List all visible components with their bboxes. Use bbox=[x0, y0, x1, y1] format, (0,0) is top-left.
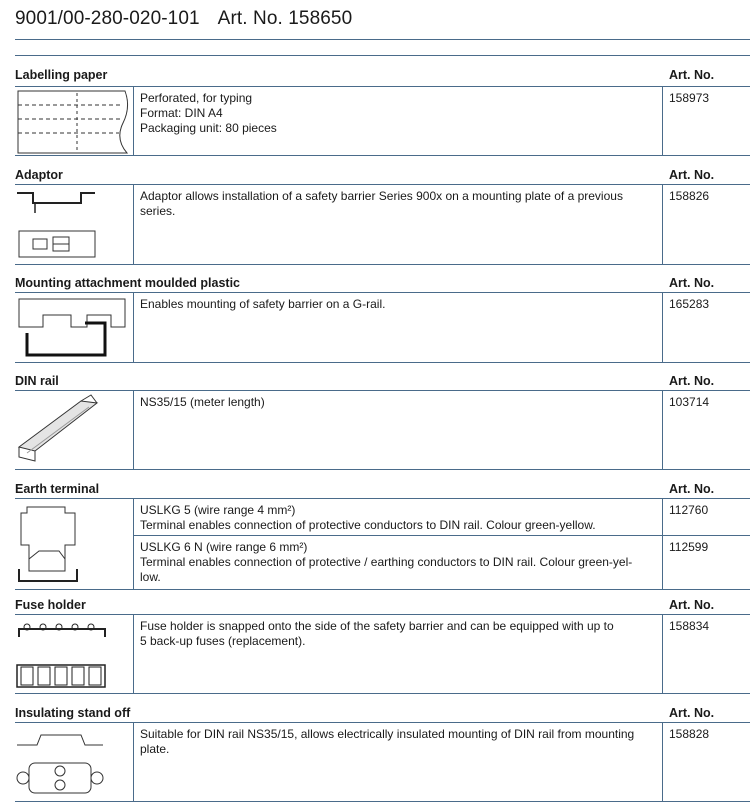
art-number: 112760 bbox=[669, 503, 709, 517]
list-item bbox=[134, 185, 750, 264]
fuse-holder-icon bbox=[15, 615, 134, 693]
description: NS35/15 (meter length) bbox=[140, 395, 265, 409]
art-number: 158973 bbox=[669, 91, 710, 105]
section-title: Mounting attachment moulded plastic bbox=[15, 276, 241, 290]
section-title: Insulating stand off bbox=[15, 706, 131, 720]
art-no-header: Art. No. bbox=[669, 706, 715, 720]
list-item bbox=[134, 499, 750, 535]
art-no-header: Art. No. bbox=[669, 598, 715, 612]
list-item bbox=[134, 87, 750, 155]
din-rail-icon bbox=[15, 391, 134, 469]
section-title: DIN rail bbox=[15, 374, 59, 388]
section-title: Fuse holder bbox=[15, 598, 86, 612]
header-divider bbox=[15, 39, 750, 40]
art-no-header: Art. No. bbox=[669, 68, 715, 82]
art-number: 158826 bbox=[669, 189, 710, 203]
art-number: 103714 bbox=[669, 395, 710, 409]
page-title bbox=[15, 8, 352, 30]
adaptor-icon bbox=[15, 185, 134, 264]
list-item bbox=[134, 615, 750, 693]
list-item bbox=[134, 391, 750, 469]
section-title: Adaptor bbox=[15, 168, 63, 182]
description: Enables mounting of safety barrier on a G-rail. bbox=[140, 297, 386, 311]
description: USLKG 6 N (wire range 6 mm²) Terminal enables connection of protective / earthing conductors to DIN rail. Colour green-yel- low. bbox=[140, 540, 633, 584]
description: Perforated, for typing Format: DIN A4 Packaging unit: 80 pieces bbox=[140, 91, 277, 135]
list-item bbox=[134, 723, 750, 801]
header-divider-2 bbox=[15, 55, 750, 56]
labelling-paper-icon bbox=[15, 87, 134, 155]
description: Adaptor allows installation of a safety barrier Series 900x on a mounting plate of a previous series. bbox=[140, 189, 623, 218]
art-number: 112599 bbox=[669, 540, 709, 554]
art-no-header: Art. No. bbox=[669, 168, 715, 182]
art-number: 165283 bbox=[669, 297, 710, 311]
model-number: 9001/00-280-020-101 bbox=[15, 8, 200, 29]
art-no-header: Art. No. bbox=[669, 276, 715, 290]
list-item bbox=[134, 293, 750, 362]
description: USLKG 5 (wire range 4 mm²) Terminal enables connection of protective conductors to DIN rail. Colour green-yellow. bbox=[140, 503, 596, 532]
article-number: Art. No. 158650 bbox=[217, 8, 353, 29]
art-number: 158828 bbox=[669, 727, 710, 741]
earth-terminal-icon bbox=[15, 499, 134, 589]
section-title: Earth terminal bbox=[15, 482, 100, 496]
art-no-header: Art. No. bbox=[669, 374, 715, 388]
list-item bbox=[134, 536, 750, 589]
description: Fuse holder is snapped onto the side of the safety barrier and can be equipped with up to 5 back-up fuses (replacement). bbox=[140, 619, 614, 648]
mounting-attachment-icon bbox=[15, 293, 134, 362]
insulating-stand-off-icon bbox=[15, 723, 134, 801]
description: Suitable for DIN rail NS35/15, allows electrically insulated mounting of DIN rail from mounting plate. bbox=[140, 727, 635, 756]
section-title: Labelling paper bbox=[15, 68, 108, 82]
art-number: 158834 bbox=[669, 619, 710, 633]
art-no-header: Art. No. bbox=[669, 482, 715, 496]
